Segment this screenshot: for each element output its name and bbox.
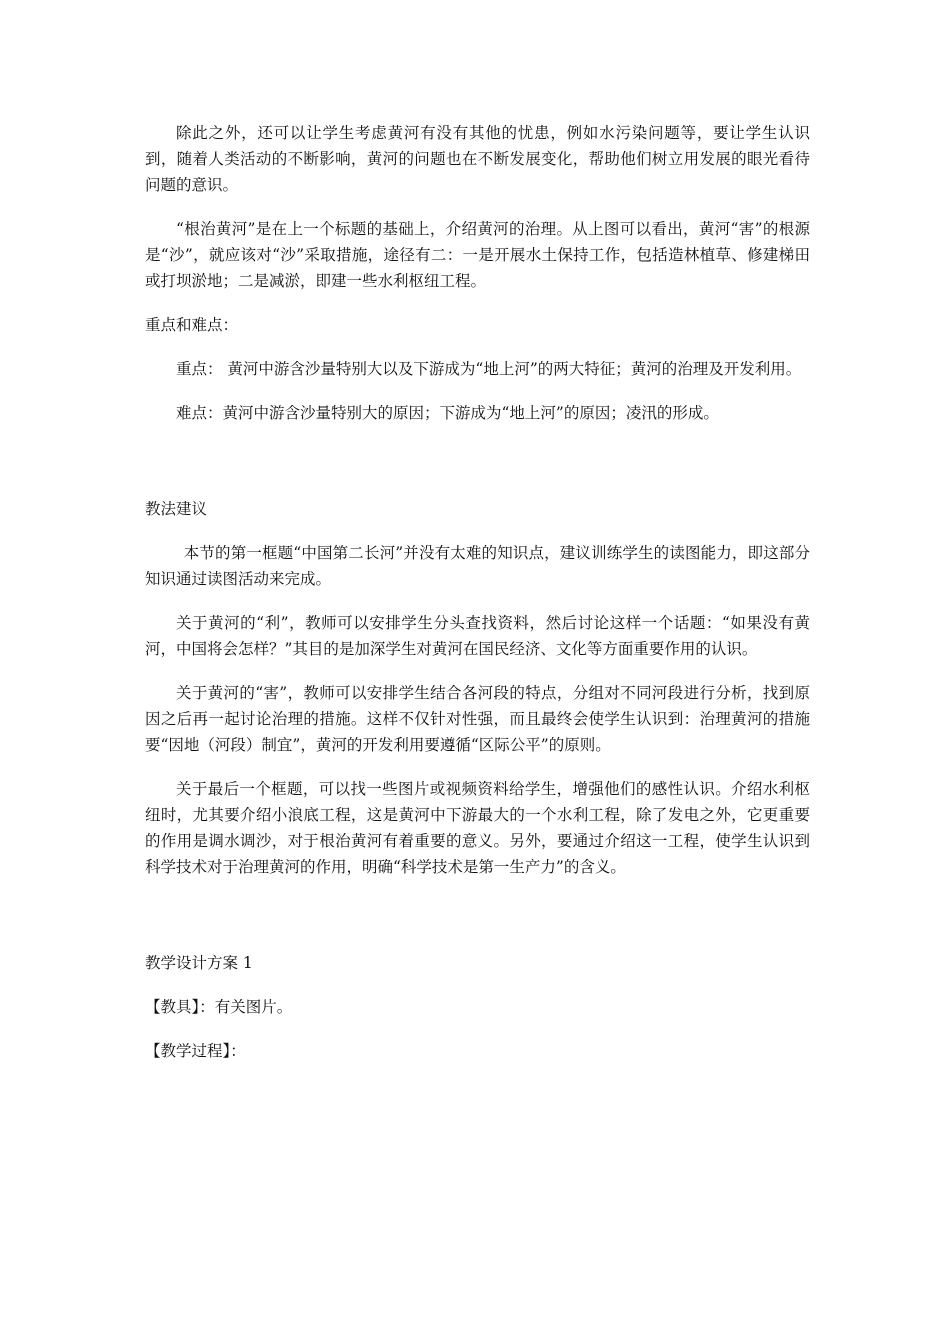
paragraph-teaching-process: 【教学过程】： xyxy=(145,1042,246,1060)
heading-key-points: 重点和难点： xyxy=(145,316,239,334)
paragraph-harms: 关于黄河的“害”，教师可以安排学生结合各河段的特点，分组对不同河段进行分析，找到原因之后再一起讨论治理的措施。这样不仅针对性强，而且最终会使学生认识到：治理黄河的措施要“因地（河段）制宜”，黄河的开发利用要遵循“区际公平”的原则。 xyxy=(145,684,810,754)
paragraph-teaching-aids: 【教具】：有关图片。 xyxy=(145,998,293,1016)
paragraph-benefits: 关于黄河的“利”，教师可以安排学生分头查找资料，然后讨论这样一个话题：“如果没有黄河，中国将会怎样？”其目的是加深学生对黄河在国民经济、文化等方面重要作用的认识。 xyxy=(145,614,810,658)
paragraph-governance: “根治黄河”是在上一个标题的基础上，介绍黄河的治理。从上图可以看出，黄河“害”的根源是“沙”，就应该对“沙”采取措施，途径有二：一是开展水土保持工作，包括造林植草、修建梯田或打坝淤地；二是减淤，即建一些水利枢纽工程。 xyxy=(145,220,810,290)
paragraph-difficult-point: 难点：黄河中游含沙量特别大的原因；下游成为“地上河”的原因；凌汛的形成。 xyxy=(176,404,719,422)
heading-lesson-plan: 教学设计方案 1 xyxy=(145,954,253,972)
paragraph-first-topic: 本节的第一框题“中国第二长河”并没有太难的知识点，建议训练学生的读图能力，即这部分知识通过读图活动来完成。 xyxy=(145,544,810,588)
paragraph-key-point: 重点： 黄河中游含沙量特别大以及下游成为“地上河”的两大特征；黄河的治理及开发利用。 xyxy=(176,360,802,378)
paragraph-other-concerns: 除此之外，还可以让学生考虑黄河有没有其他的忧患，例如水污染问题等，要让学生认识到，随着人类活动的不断影响，黄河的问题也在不断发展变化，帮助他们树立用发展的眼光看待问题的意识。 xyxy=(145,124,810,194)
heading-teaching-suggestions: 教法建议 xyxy=(145,500,208,518)
paragraph-last-topic: 关于最后一个框题，可以找一些图片或视频资料给学生，增强他们的感性认识。介绍水利枢纽时，尤其要介绍小浪底工程，这是黄河中下游最大的一个水利工程，除了发电之外，它更重要的作用是调水调沙，对于根治黄河有着重要的意义。另外，要通过介绍这一工程，使学生认识到科学技术对于治理黄河的作用，明确“科学技术是第一生产力”的含义。 xyxy=(145,780,810,876)
document-body xyxy=(145,120,810,1064)
